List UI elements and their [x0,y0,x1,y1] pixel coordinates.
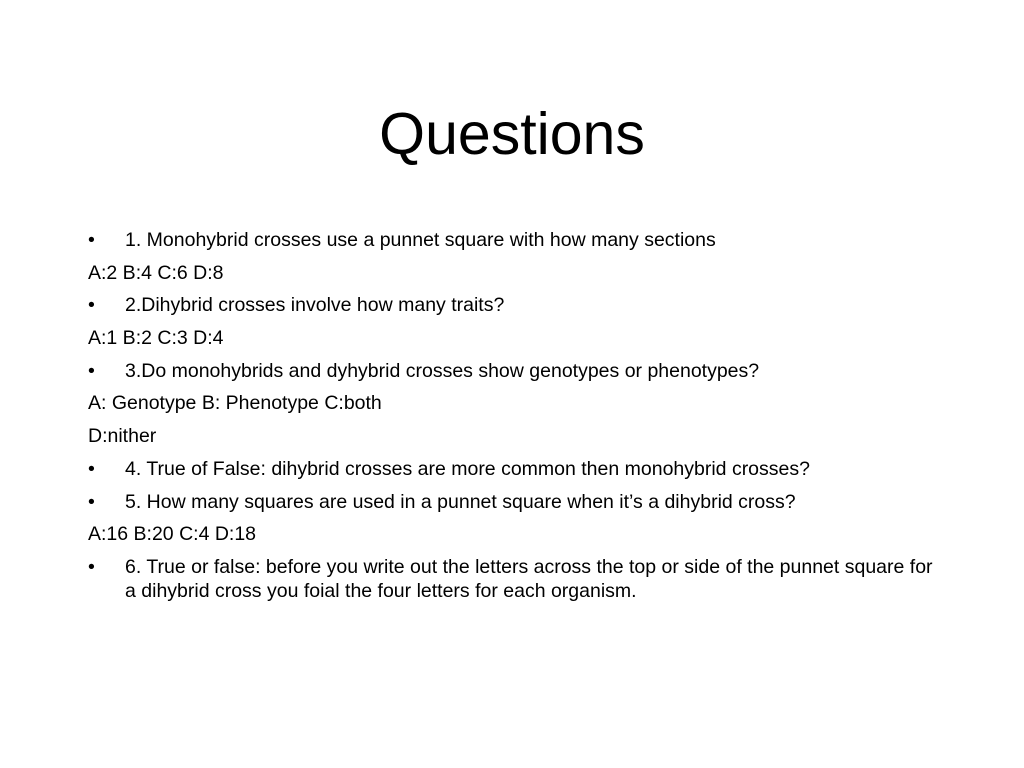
answer-options-2: A:1 B:2 C:3 D:4 [88,327,224,350]
answer-options-3a: A: Genotype B: Phenotype C:both [88,392,382,415]
answer-options-3b: D:nither [88,425,157,448]
bullet-marker: • [88,294,95,317]
question-2 [88,293,948,317]
question-3 [88,359,948,383]
bullet-marker: • [88,490,95,513]
question-6 [88,555,948,603]
question-3-text: 3.Do monohybrids and dyhybrid crosses show genotypes or phenotypes? [125,359,760,382]
bullet-marker: • [88,359,95,382]
bullet-marker: • [88,229,95,251]
question-2-text: 2.Dihybrid crosses involve how many traits? [125,294,505,317]
bullet-marker: • [88,457,95,480]
question-5-text: 5. How many squares are used in a punnet square when it’s a dihybrid cross? [125,490,796,513]
question-6-text: 6. True or false: before you write out the letters across the top or side of the punnet square for a dihybrid cross you foial the four letters for each organism. [125,555,933,602]
answer-options-1: A:2 B:4 C:6 D:8 [88,261,224,284]
answer-options-5: A:16 B:20 C:4 D:18 [88,523,257,546]
bullet-marker: • [88,555,95,578]
question-1 [88,228,948,252]
question-4-text: 4. True of False: dihybrid crosses are more common then monohybrid crosses? [125,457,810,480]
question-1-text: 1. Monohybrid crosses use a punnet square with how many sections [125,229,716,251]
slide-title: Questions [379,101,645,167]
slide-content [88,228,948,612]
question-5 [88,490,948,514]
question-4 [88,457,948,481]
